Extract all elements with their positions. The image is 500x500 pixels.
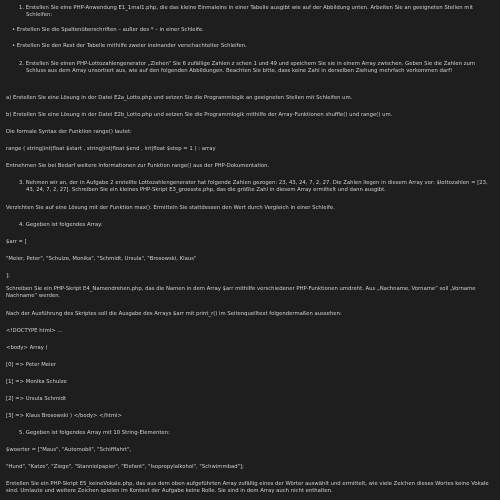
paragraph-14: ]; bbox=[6, 273, 10, 279]
paragraph-6: Die formale Syntax der Funktion range() lautet: bbox=[6, 129, 132, 135]
paragraph-10: Verzichten Sie auf eine Lösung mit der Funktion max(). Ermitteln Sie stattdessen den Wert durch Vergleich in einer Schleife. bbox=[6, 205, 335, 211]
paragraph-25: "Hund", "Katze", "Ziege", "Stanniolpapier", "Elefant", "Isopropylalkohol", "Schwimmbad"]; bbox=[6, 464, 244, 470]
paragraph-15: Schreiben Sie ein PHP-Skript E4_Namendrehen.php, das die Namen in dem Array $arr mithilfe verschiedener PHP-Funktionen umdreht. Aus „Nachname, Vorname“ soll „Vorname Nachname“ werden. bbox=[6, 286, 476, 299]
paragraph-16: Nach der Ausführung des Skriptes soll die Ausgabe des Arrays $arr mit print_r() im Seitenquelltext folgendermaßen aussehen: bbox=[6, 311, 342, 317]
paragraph-9: 3. Nehmen wir an, der in Aufgabe 2 erstellte Lottozahlengenerator hat folgende Zahlen gezogen: 23, 43, 24, 7, 2, 27. Die Zahlen liegen in diesem Array vor: $lottozahlen = [23, 43, 24, 7, 2, 27]. Schreiben Sie ein kleines PHP-Skript E3_groesste.php, das die größte Zahl in diesem Array ermittelt und dann ausgibt. bbox=[19, 180, 488, 193]
paragraph-26: Erstellen Sie ein PHP-Skript E5_keineVokale.php, das aus dem oben aufgeführten Array zufällig eines der Wörter auswählt und ermittelt, wie viele Zeichen dieses Wortes keine Vokale sind. Umlaute und weitere Zeichen spielen im Kontext der Aufgabe keine Rolle. Sie sind in dem Array auch nicht enthalten. bbox=[6, 481, 489, 494]
paragraph-8: Entnehmen Sie bei Bedarf weitere Informationen zur Funktion range() aus der PHP-Dokumentation. bbox=[6, 163, 270, 169]
paragraph-5: b) Erstellen Sie eine Lösung in der Datei E2b_Lotto.php und setzen Sie die Programmlogik mithilfe der Array-Funktionen shuffle() und range() um. bbox=[6, 112, 393, 118]
paragraph-11: 4. Gegeben ist folgendes Array: bbox=[19, 222, 103, 228]
paragraph-13: "Meier, Peter", "Schulze, Monika", "Schmidt, Ursula", "Brosowski, Klaus" bbox=[6, 256, 197, 262]
paragraph-18: <body> Array ( bbox=[6, 345, 48, 351]
paragraph-7: range ( string|int|float $start , string|int|float $end , int|float $step = 1 ) : array bbox=[6, 146, 216, 152]
paragraph-22: [3] => Klaus Brosowski ) </body> </html> bbox=[6, 413, 122, 419]
paragraph-3: 2. Erstellen Sie einen PHP-Lottozahlengenerator „Ziehen“ Sie 6 zufällige Zahlen z schen 1 und 49 und speichern Sie sie in einem Array zwischen. Geben Sie die Zahlen zum Schluss aus dem Array unsortiert aus, wie auf den folgenden Abbildungen. Beachten Sie bitte, dass keine Zahl in derselben Ziehung mehrfach vorkommen darf! bbox=[19, 61, 476, 74]
paragraph-17: <!DOCTYPE html> ... bbox=[6, 328, 63, 334]
paragraph-20: [1] => Monika Schulze bbox=[6, 379, 67, 385]
paragraph-12: $arr = [ bbox=[6, 239, 27, 245]
paragraph-21: [2] => Ursula Schmidt bbox=[6, 396, 67, 402]
paragraph-23: 5. Gegeben ist folgendes Array mit 10 String-Elementen: bbox=[19, 430, 170, 436]
paragraph-0: 1. Erstellen Sie eine PHP-Anwendung E1_1mal1.php, die das kleine Einmaleins in einer Tabelle ausgibt wie auf der Abbildung unten. Arbeiten Sie an geeigneten Stellen mit Schleifen: bbox=[19, 5, 474, 18]
paragraph-19: [0] => Peter Meier bbox=[6, 362, 56, 368]
paragraph-2: • Erstellen Sie den Rest der Tabelle mithilfe zweier ineinander verschachtelter Schleifen. bbox=[12, 43, 247, 49]
paragraph-24: $woerter = ["Maus", "Automobil", "Schifffahrt", bbox=[6, 447, 132, 453]
paragraph-1: • Erstellen Sie die Spaltenüberschriften – außer des * – in einer Schleife. bbox=[12, 27, 204, 33]
paragraph-4: a) Erstellen Sie eine Lösung in der Datei E2a_Lotto.php und setzen Sie die Programmlogik an geeigneten Stellen mit Schleifen um. bbox=[6, 95, 353, 101]
